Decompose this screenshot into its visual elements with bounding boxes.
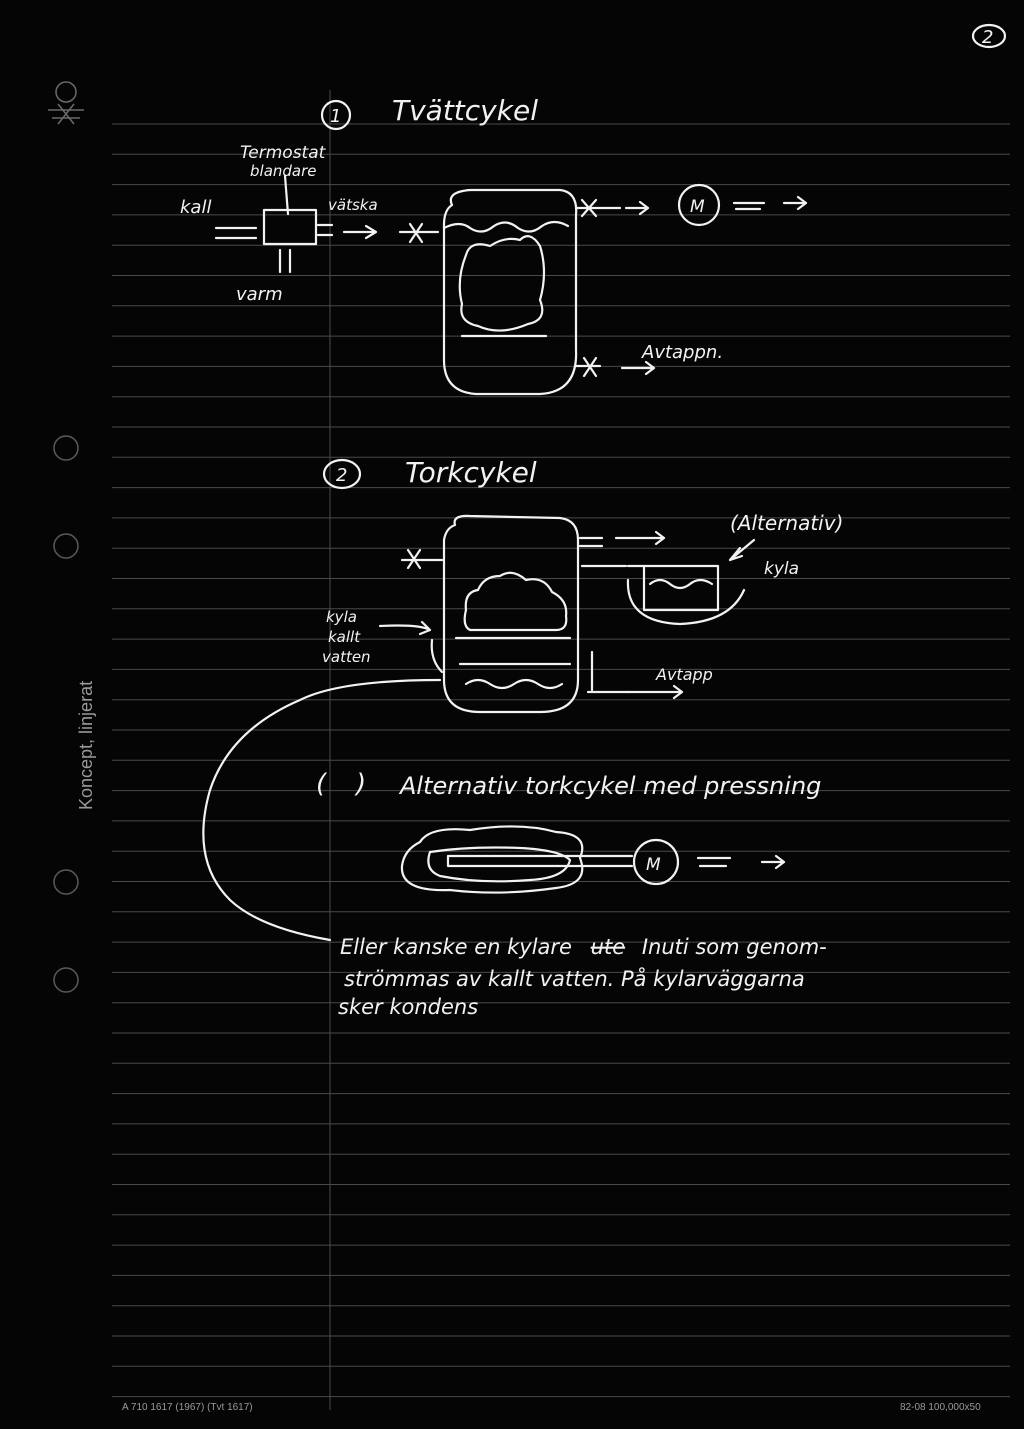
warm-label: varm [236,284,283,305]
motor-2 [634,840,678,884]
drying-drum [380,516,682,712]
mixer-label-1: Termostat [240,143,326,163]
footer-right: 82-08 100,000x50 [900,1402,981,1413]
press-bag [402,826,632,892]
ruled-lines [112,124,1010,1397]
motor-1-output-arrow [734,197,806,209]
condenser-tank [628,540,754,624]
binder-hole [54,870,78,894]
binder-hole [54,968,78,992]
section3-bracket-open: ( [316,769,327,799]
section2-title: Torkcykel [405,456,537,489]
cold-water-2: kallt [328,628,361,646]
mixer-label-2: blandare [250,162,317,180]
binder-hole [54,436,78,460]
motor-2-output-arrow [698,856,784,868]
section1-number: 1 [330,106,342,127]
brand-logo-icon [48,82,84,124]
section3-title: Alternativ torkcykel med pressning [400,772,822,800]
section1-title: Tvättcykel [392,94,538,127]
page-number: 2 [982,27,994,48]
alternative-label: (Alternativ) [730,511,844,535]
section3-bracket-close: ) [356,769,367,799]
connector-curve [203,680,440,940]
cold-water-3: vatten [322,648,371,666]
note-line1 [340,935,827,959]
drain-label-2: Avtapp [656,665,713,684]
cold-water-1: kyla [326,608,357,626]
note-line2: strömmas av kallt vatten. På kylarväggarna [344,967,805,991]
cold-label: kall [180,197,212,218]
spine-brand: Koncept, linjerat [76,680,96,810]
binder-hole [54,534,78,558]
motor-1-label: M [690,197,705,217]
motor-1 [679,185,719,225]
note-line3: sker kondens [338,995,479,1019]
drain-label-1: Avtappn. [642,342,724,363]
thermostat-mixer [216,176,376,272]
section2-number: 2 [336,465,348,486]
footer-left: A 710 1617 (1967) (Tvt 1617) [122,1402,253,1413]
note-line1-end: Inuti som genom- [641,935,827,959]
note-line1-start: Eller kanske en kylare [340,935,572,959]
cool-label: kyla [764,559,800,579]
liquid-label: vätska [328,196,378,214]
motor-2-label: M [646,855,661,875]
washing-drum [400,190,654,394]
note-line1-struck: ute [590,935,626,959]
